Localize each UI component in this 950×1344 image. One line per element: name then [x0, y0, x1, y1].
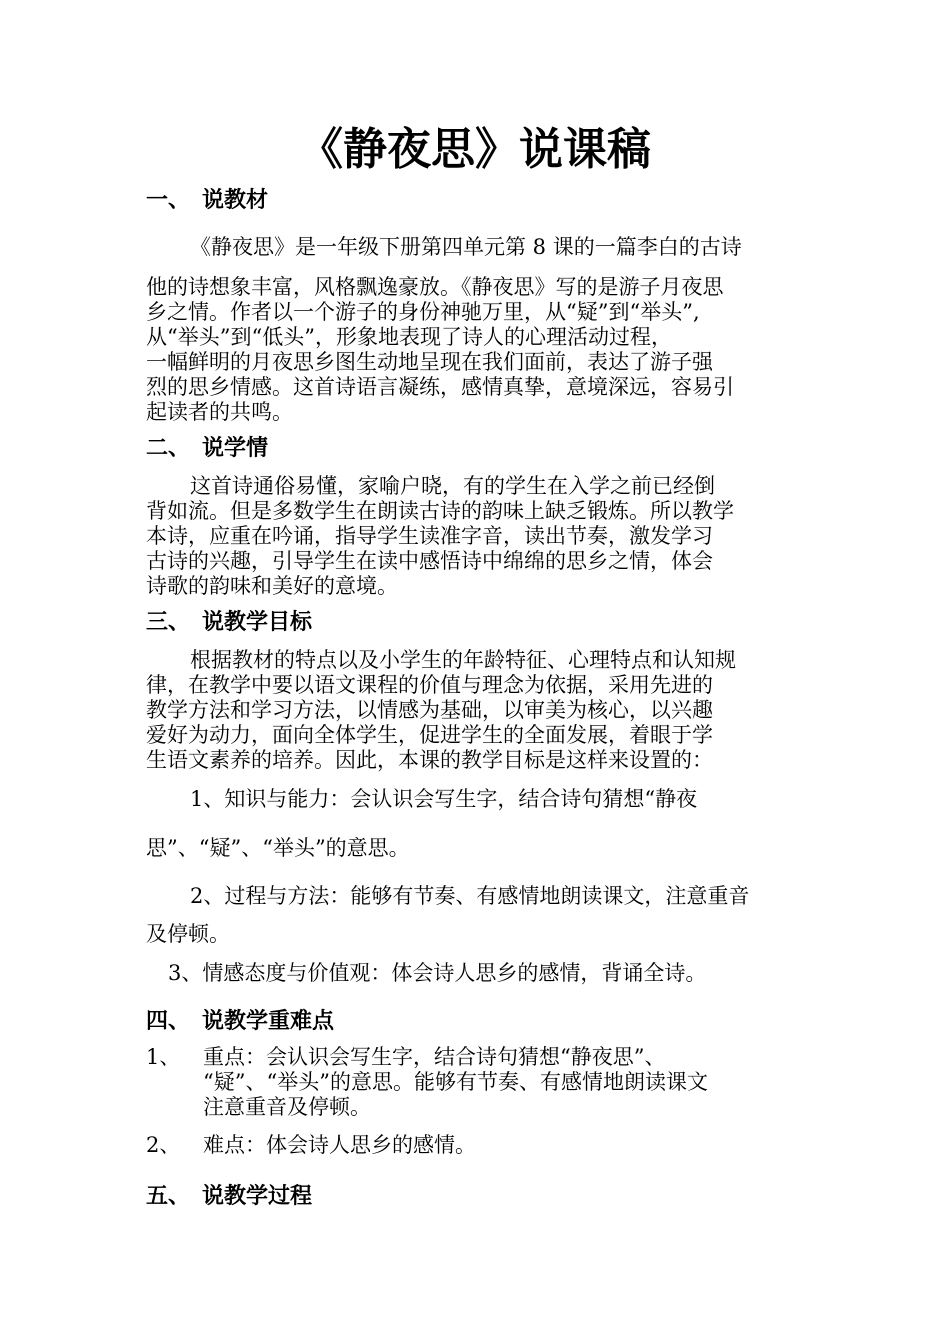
- section-heading-3: [146, 609, 312, 637]
- goal-line: 及停顿。: [146, 922, 230, 946]
- paragraph-line: 他的诗想象丰富，风格飘逸豪放。《静夜思》写的是游子月夜思: [146, 275, 724, 299]
- section-heading-5: [146, 1183, 312, 1211]
- list-item-number: 1、: [146, 1045, 181, 1069]
- paragraph-line: 本诗，应重在吟诵，指导学生读准字音，读出节奏，激发学习: [146, 524, 713, 548]
- paragraph-line: 烈的思乡情感。这首诗语言凝练，感情真挚，意境深远，容易引: [146, 375, 734, 399]
- paragraph-intro: [146, 275, 810, 425]
- paragraph-line: 从“举头”到“低头”，形象地表现了诗人的心理活动过程，: [146, 325, 672, 349]
- paragraph-line: 背如流。但是多数学生在朗读古诗的韵味上缺乏锻炼。所以教学: [146, 499, 734, 523]
- paragraph-goals-intro: [146, 648, 810, 773]
- list-item-line: 重点：会认识会写生字，结合诗句猜想“静夜思”、: [203, 1045, 666, 1069]
- section-heading-1: [146, 187, 268, 215]
- list-item-line: 注意重音及停顿。: [203, 1095, 371, 1119]
- section-number: 一、: [146, 188, 191, 213]
- paragraph-line: 律，在教学中要以语文课程的价值与理念为依据，采用先进的: [146, 673, 713, 697]
- paragraph-line: 古诗的兴趣，引导学生在读中感悟诗中绵绵的思乡之情，体会: [146, 549, 713, 573]
- paragraph-line: 一幅鲜明的月夜思乡图生动地呈现在我们面前，表达了游子强: [146, 350, 713, 374]
- section-number: 五、: [146, 1184, 191, 1209]
- goal-line: 思”、“疑”、“举头”的意思。: [146, 836, 410, 860]
- section-title: 说学情: [202, 436, 269, 461]
- paragraph-line: 乡之情。作者以一个游子的身份神驰万里，从“疑”到“举头”,: [146, 300, 700, 324]
- goal-line: 1、知识与能力：会认识会写生字，结合诗句猜想“静夜: [190, 787, 698, 811]
- section-title: 说教材: [202, 188, 269, 213]
- section-number: 三、: [146, 610, 191, 635]
- list-item: [203, 1133, 813, 1158]
- paragraph-line: 这首诗通俗易懂，家喻户晓，有的学生在入学之前已经倒: [190, 474, 715, 498]
- paragraph-line: 起读者的共鸣。: [146, 400, 293, 424]
- section-title: 说教学过程: [202, 1184, 313, 1209]
- section-heading-2: [146, 435, 268, 463]
- section-title: 说教学目标: [202, 610, 313, 635]
- page-title: 《静夜思》说课稿: [299, 124, 651, 175]
- paragraph-line: 教学方法和学习方法，以情感为基础，以审美为核心，以兴趣: [146, 698, 713, 722]
- paragraph-line: 根据教材的特点以及小学生的年龄特征、心理特点和认知规: [190, 648, 736, 672]
- paragraph-line: 诗歌的韵味和美好的意境。: [146, 574, 398, 598]
- paragraph-line: 爱好为动力，面向全体学生，促进学生的全面发展，着眼于学: [146, 723, 713, 747]
- goal-line: 2、过程与方法：能够有节奏、有感情地朗读课文，注意重音: [190, 884, 750, 908]
- list-item-number: 2、: [146, 1133, 181, 1157]
- section-heading-4: [146, 1008, 334, 1036]
- section-number: 四、: [146, 1009, 191, 1034]
- paragraph-learners: [146, 474, 810, 599]
- list-item-line: 难点：体会诗人思乡的感情。: [203, 1133, 476, 1157]
- section-number: 二、: [146, 436, 191, 461]
- list-item-line: “疑”、“举头”的意思。能够有节奏、有感情地朗读课文: [203, 1070, 708, 1094]
- paragraph-line: 《静夜思》是一年级下册第四单元第 8 课的一篇李白的古诗: [190, 235, 742, 259]
- list-item: [203, 1045, 813, 1120]
- section-title: 说教学重难点: [202, 1009, 335, 1034]
- paragraph-line: 生语文素养的培养。因此，本课的教学目标是这样来设置的：: [146, 748, 713, 772]
- goal-line: 3、情感态度与价值观：体会诗人思乡的感情，背诵全诗。: [168, 961, 707, 985]
